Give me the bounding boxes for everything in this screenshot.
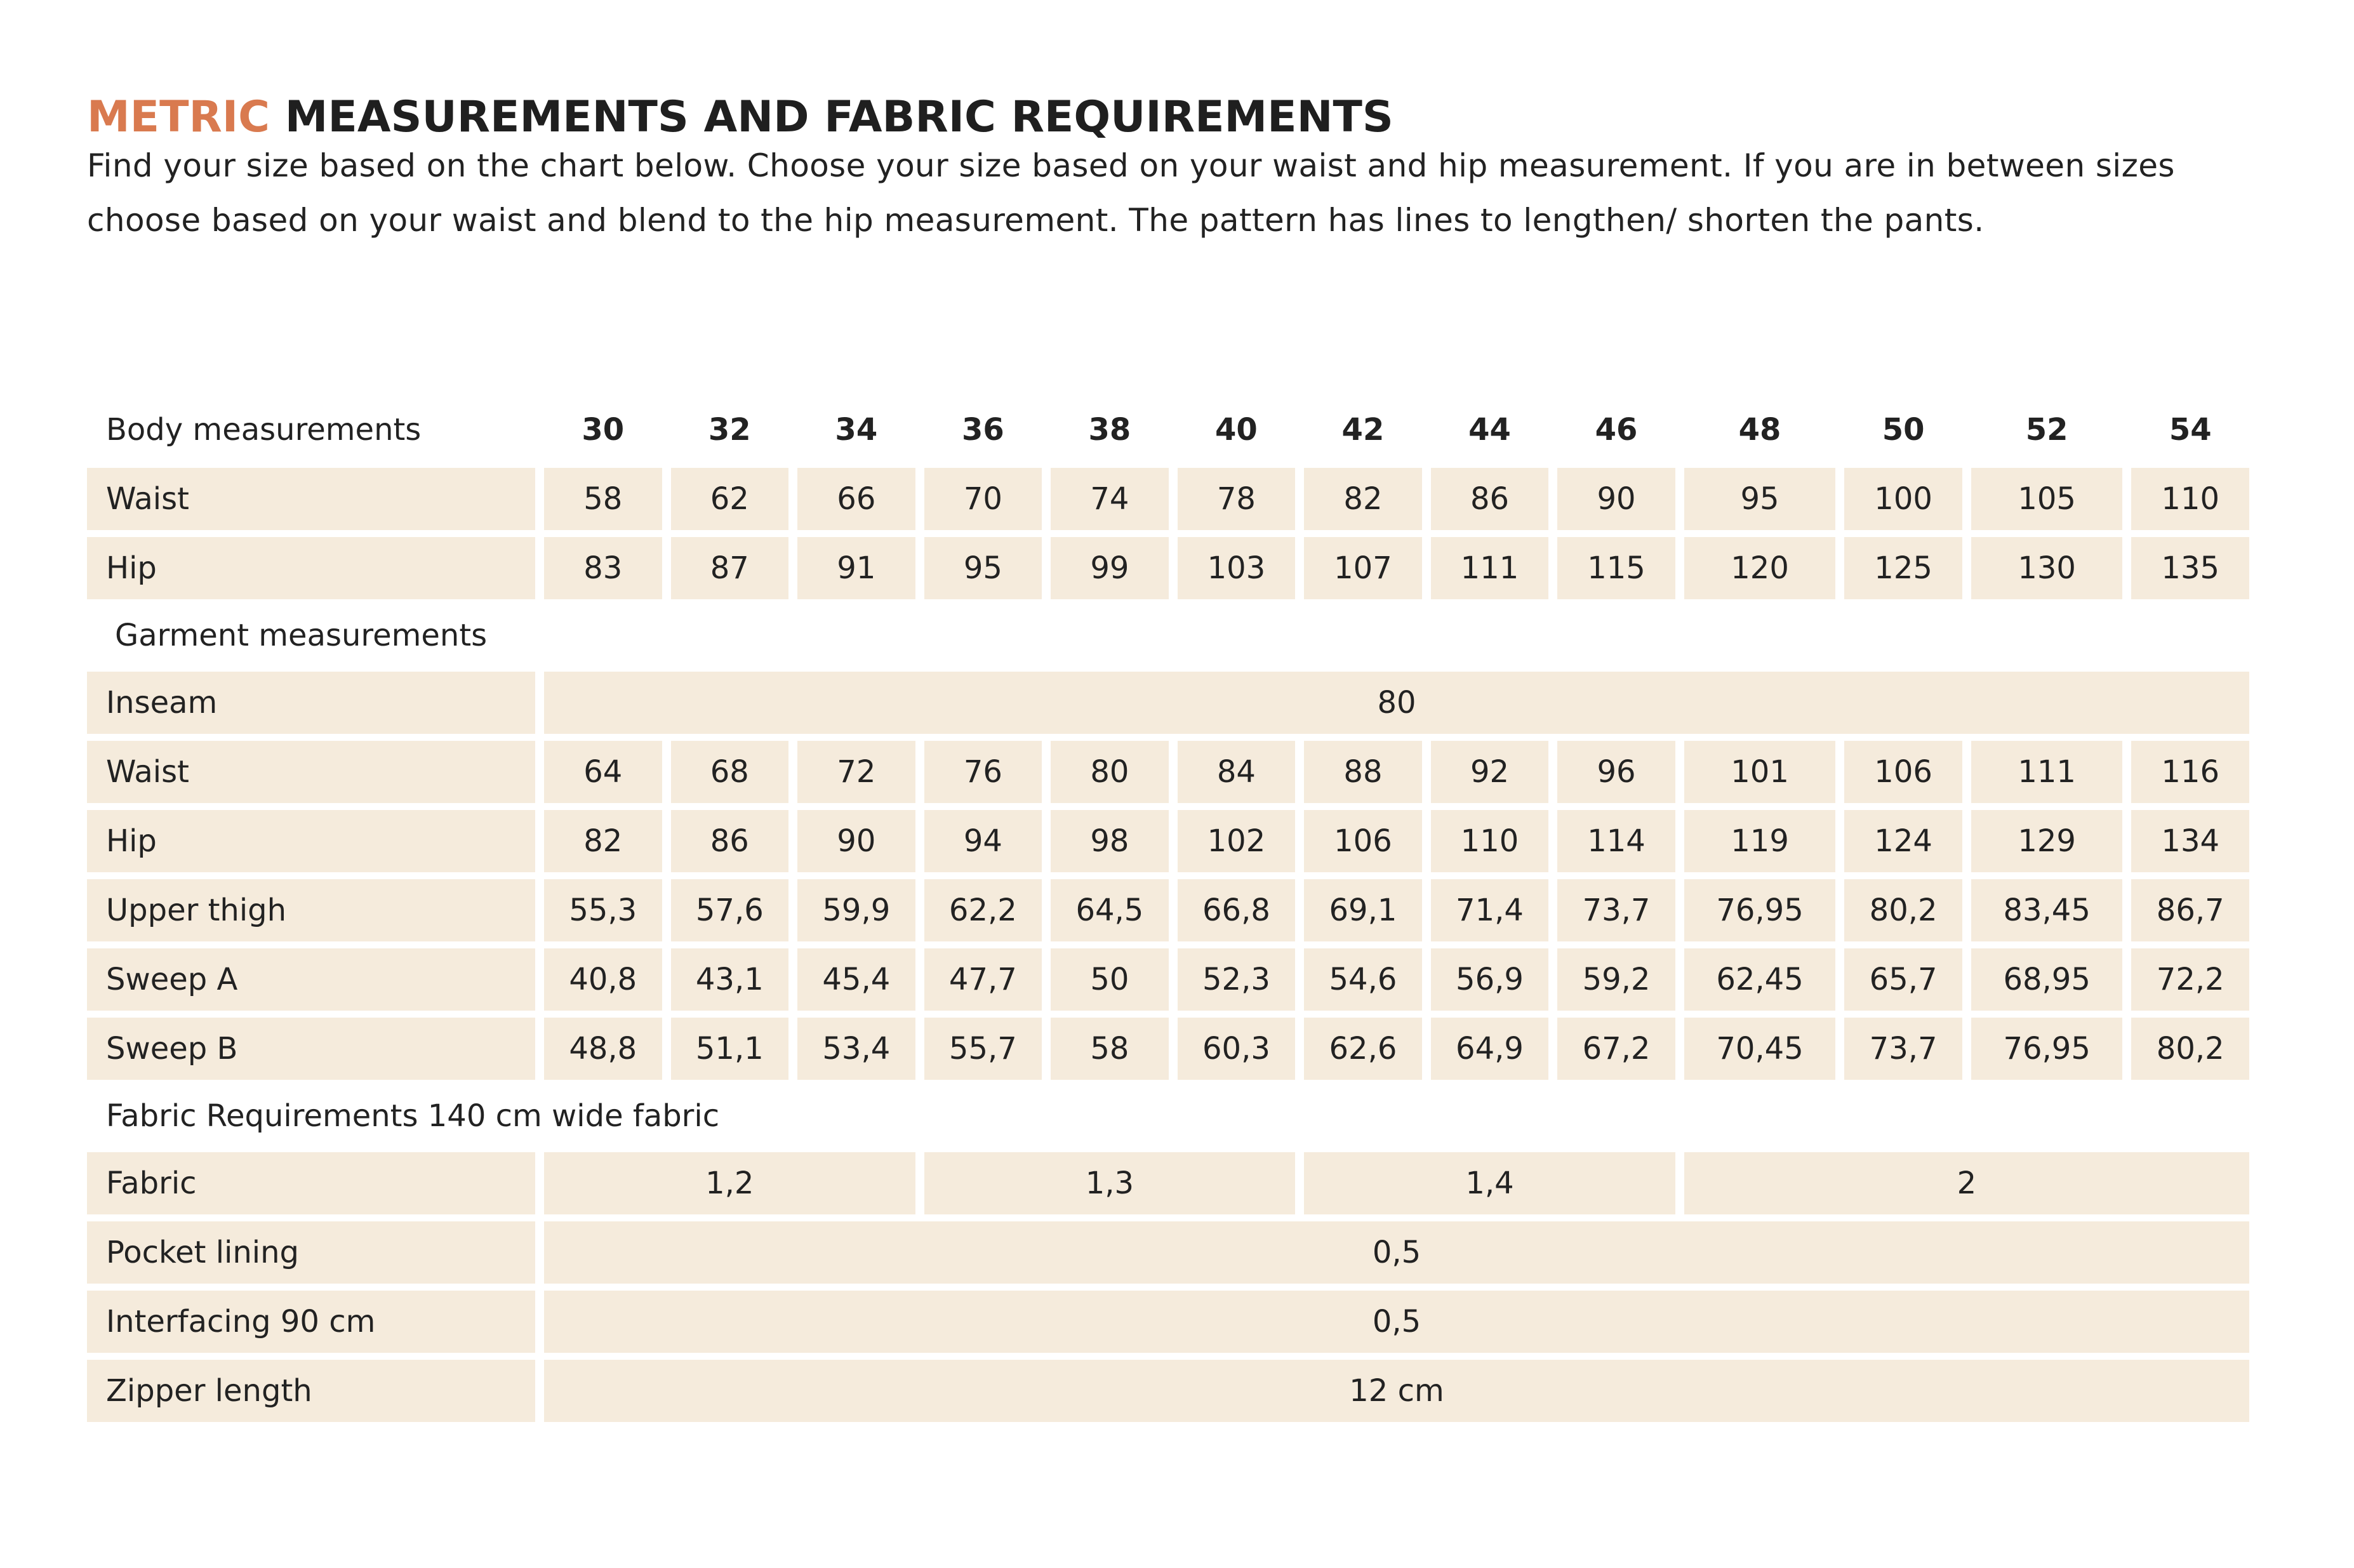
garment-measurements-heading: Garment measurements [115, 618, 488, 653]
table-cell: 135 [2131, 537, 2249, 599]
section-heading-row [87, 1087, 2249, 1145]
row-label: Upper thigh [87, 879, 535, 941]
table-cell: 130 [1971, 537, 2123, 599]
table-cell: 71,4 [1431, 879, 1549, 941]
table-cell: 59,9 [797, 879, 915, 941]
table-cell: 72 [797, 741, 915, 803]
table-cell: 94 [924, 810, 1042, 872]
table-cell: 47,7 [924, 948, 1042, 1011]
table-cell: 74 [1051, 468, 1169, 530]
table-cell: 73,7 [1557, 879, 1675, 941]
table-cell: 124 [1844, 810, 1962, 872]
table-cell: 67,2 [1557, 1018, 1675, 1080]
row-label: Hip [87, 537, 535, 599]
table-cell: 114 [1557, 810, 1675, 872]
row-label: Sweep A [87, 948, 535, 1011]
table-cell: 115 [1557, 537, 1675, 599]
size-header: 44 [1468, 412, 1511, 448]
table-row [87, 741, 2249, 803]
table-cell: 51,1 [671, 1018, 789, 1080]
table-cell: 103 [1178, 537, 1296, 599]
table-cell: 62,45 [1684, 948, 1836, 1011]
table-cell: 95 [924, 537, 1042, 599]
table-cell: 58 [544, 468, 662, 530]
table-cell: 0,5 [544, 1221, 2249, 1284]
table-cell: 106 [1844, 741, 1962, 803]
table-cell: 80,2 [1844, 879, 1962, 941]
table-cell: 53,4 [797, 1018, 915, 1080]
table-cell: 12 cm [544, 1360, 2249, 1422]
table-cell: 2 [1684, 1152, 2249, 1214]
table-cell: 92 [1431, 741, 1549, 803]
table-row [87, 537, 2249, 599]
table-row [87, 948, 2249, 1011]
table-cell: 76 [924, 741, 1042, 803]
table-cell: 58 [1051, 1018, 1169, 1080]
row-label: Zipper length [87, 1360, 535, 1422]
row-label: Inseam [87, 672, 535, 734]
table-cell: 86,7 [2131, 879, 2249, 941]
row-label: Fabric [87, 1152, 535, 1214]
table-cell: 111 [1431, 537, 1549, 599]
table-cell: 52,3 [1178, 948, 1296, 1011]
size-header: 48 [1738, 412, 1781, 448]
table-cell: 70,45 [1684, 1018, 1836, 1080]
table-cell: 64 [544, 741, 662, 803]
table-cell: 90 [1557, 468, 1675, 530]
table-row [87, 1152, 2249, 1214]
table-cell: 50 [1051, 948, 1169, 1011]
size-header: 42 [1341, 412, 1385, 448]
title-rest: MEASUREMENTS AND FABRIC REQUIREMENTS [270, 92, 1393, 142]
size-header-row [87, 399, 2249, 461]
table-cell: 82 [544, 810, 662, 872]
table-cell: 106 [1304, 810, 1422, 872]
row-label: Waist [87, 468, 535, 530]
table-cell: 1,2 [544, 1152, 915, 1214]
table-cell: 90 [797, 810, 915, 872]
table-cell: 65,7 [1844, 948, 1962, 1011]
table-cell: 86 [671, 810, 789, 872]
row-label: Sweep B [87, 1018, 535, 1080]
table-cell: 55,3 [544, 879, 662, 941]
table-cell: 56,9 [1431, 948, 1549, 1011]
row-label: Pocket lining [87, 1221, 535, 1284]
table-cell: 87 [671, 537, 789, 599]
size-header: 46 [1595, 412, 1638, 448]
table-cell: 73,7 [1844, 1018, 1962, 1080]
size-header: 52 [2025, 412, 2068, 448]
table-cell: 45,4 [797, 948, 915, 1011]
table-cell: 80 [544, 672, 2249, 734]
table-cell: 68 [671, 741, 789, 803]
table-cell: 40,8 [544, 948, 662, 1011]
table-row [87, 1360, 2249, 1422]
table-cell: 111 [1971, 741, 2123, 803]
table-cell: 119 [1684, 810, 1836, 872]
size-header: 38 [1088, 412, 1131, 448]
table-cell: 80,2 [2131, 1018, 2249, 1080]
title-accent: METRIC [87, 92, 270, 142]
table-cell: 55,7 [924, 1018, 1042, 1080]
table-cell: 99 [1051, 537, 1169, 599]
table-cell: 70 [924, 468, 1042, 530]
size-header: 32 [708, 412, 751, 448]
table-cell: 82 [1304, 468, 1422, 530]
table-cell: 64,5 [1051, 879, 1169, 941]
table-row [87, 1221, 2249, 1284]
table-cell: 69,1 [1304, 879, 1422, 941]
table-cell: 95 [1684, 468, 1836, 530]
table-cell: 48,8 [544, 1018, 662, 1080]
table-cell: 78 [1178, 468, 1296, 530]
section-heading-row [87, 606, 2249, 665]
table-cell: 43,1 [671, 948, 789, 1011]
table-cell: 72,2 [2131, 948, 2249, 1011]
table-cell: 62,2 [924, 879, 1042, 941]
table-cell: 129 [1971, 810, 2123, 872]
table-cell: 68,95 [1971, 948, 2123, 1011]
row-label: Hip [87, 810, 535, 872]
table-cell: 86 [1431, 468, 1549, 530]
intro-line-2: choose based on your waist and blend to the hip measurement. The pattern has lines to lengthen/ shorten the pants. [87, 202, 1985, 239]
page-title [87, 89, 1393, 146]
table-cell: 84 [1178, 741, 1296, 803]
table-cell: 76,95 [1971, 1018, 2123, 1080]
table-cell: 62 [671, 468, 789, 530]
row-label: Waist [87, 741, 535, 803]
table-row [87, 1018, 2249, 1080]
table-cell: 83,45 [1971, 879, 2123, 941]
size-header: 30 [582, 412, 625, 448]
table-cell: 64,9 [1431, 1018, 1549, 1080]
table-cell: 62,6 [1304, 1018, 1422, 1080]
table-cell: 110 [1431, 810, 1549, 872]
table-cell: 59,2 [1557, 948, 1675, 1011]
table-row [87, 879, 2249, 941]
table-cell: 116 [2131, 741, 2249, 803]
table-cell: 120 [1684, 537, 1836, 599]
size-header: 36 [961, 412, 1004, 448]
table-cell: 60,3 [1178, 1018, 1296, 1080]
table-cell: 1,3 [924, 1152, 1296, 1214]
size-header: 50 [1882, 412, 1925, 448]
fabric-requirements-heading: Fabric Requirements 140 cm wide fabric [106, 1098, 720, 1134]
intro-paragraph [87, 138, 2290, 248]
table-cell: 66,8 [1178, 879, 1296, 941]
table-cell: 107 [1304, 537, 1422, 599]
table-cell: 83 [544, 537, 662, 599]
table-cell: 57,6 [671, 879, 789, 941]
body-measurements-heading: Body measurements [106, 412, 422, 448]
table-cell: 102 [1178, 810, 1296, 872]
table-cell: 98 [1051, 810, 1169, 872]
table-cell: 134 [2131, 810, 2249, 872]
table-cell: 80 [1051, 741, 1169, 803]
table-row [87, 672, 2249, 734]
table-cell: 100 [1844, 468, 1962, 530]
table-row [87, 1291, 2249, 1353]
table-row [87, 468, 2249, 530]
intro-line-1: Find your size based on the chart below. Choose your size based on your waist and hip measurement. If you are in between sizes [87, 147, 2175, 184]
table-cell: 76,95 [1684, 879, 1836, 941]
table-cell: 91 [797, 537, 915, 599]
table-cell: 96 [1557, 741, 1675, 803]
row-label: Interfacing 90 cm [87, 1291, 535, 1353]
table-cell: 125 [1844, 537, 1962, 599]
table-cell: 101 [1684, 741, 1836, 803]
table-row [87, 810, 2249, 872]
table-cell: 110 [2131, 468, 2249, 530]
table-cell: 54,6 [1304, 948, 1422, 1011]
size-header: 34 [835, 412, 878, 448]
table-cell: 0,5 [544, 1291, 2249, 1353]
table-cell: 66 [797, 468, 915, 530]
table-cell: 1,4 [1304, 1152, 1675, 1214]
size-header: 54 [2169, 412, 2212, 448]
size-header: 40 [1215, 412, 1258, 448]
measurements-table [78, 392, 2258, 1429]
table-cell: 105 [1971, 468, 2123, 530]
table-cell: 88 [1304, 741, 1422, 803]
